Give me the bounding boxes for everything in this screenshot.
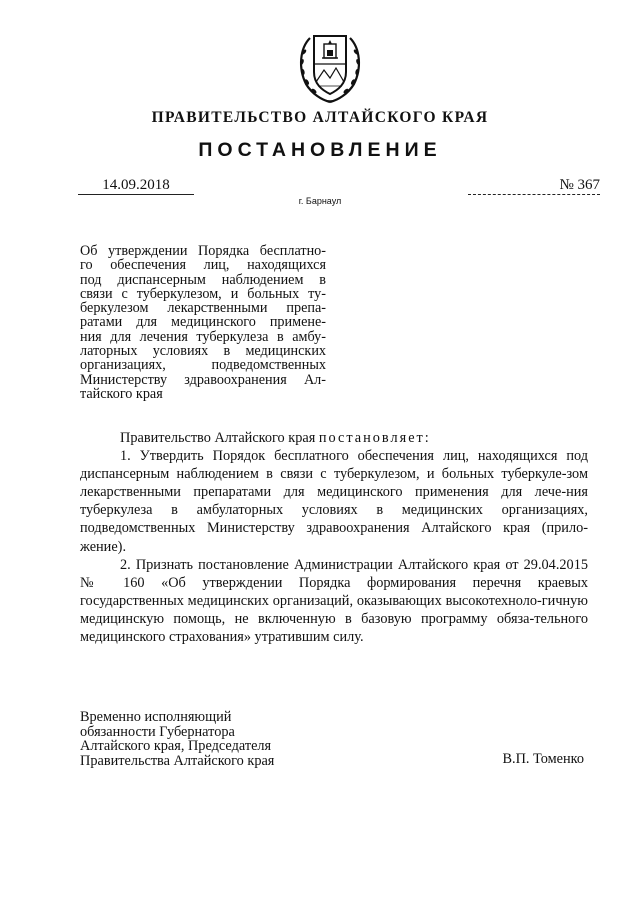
subject-line: организациях, подведомственных bbox=[80, 357, 326, 374]
subject-line: беркулезом лекарственными препа- bbox=[80, 300, 326, 317]
subject-line: связи с туберкулезом, и больных ту- bbox=[80, 285, 326, 302]
document-subject bbox=[80, 244, 326, 401]
signatory-position-line: обязанности Губернатора bbox=[80, 723, 235, 740]
subject-line: Об утверждении Порядка бесплатно- bbox=[80, 243, 326, 259]
document-body bbox=[80, 429, 588, 646]
document-number: № 367 bbox=[468, 176, 600, 195]
government-title: ПРАВИТЕЛЬСТВО АЛТАЙСКОГО КРАЯ bbox=[151, 109, 489, 126]
resolution-item-2: 2. Признать постановление Администрации Алтайского края от 29.04.2015 № 160 «Об утверждении Порядка формирования перечня краевых государственных медицинских организаций, оказывающих высокотехноло-гичную медицинскую помощь, не включенную в базовую программу обяза-тельного медицинского страхования» утратившим силу. bbox=[80, 556, 588, 646]
subject-line: под диспансерным наблюдением в bbox=[80, 271, 326, 288]
subject-line: тайского края bbox=[80, 385, 163, 402]
signatory-position-line: Алтайского края, Председателя bbox=[80, 738, 272, 754]
subject-line: ния для лечения туберкулеза в амбу- bbox=[80, 328, 326, 345]
document-date: 14.09.2018 bbox=[78, 176, 194, 195]
subject-line: латорных условиях в медицинских bbox=[80, 343, 326, 360]
resolution-intro bbox=[80, 429, 588, 447]
signatory-position-line: Временно исполняющий bbox=[80, 709, 232, 725]
subject-line: го обеспечения лиц, находящихся bbox=[80, 257, 326, 274]
intro-keyword: постановляет: bbox=[318, 430, 431, 446]
subject-line: ратами для медицинского примене- bbox=[80, 314, 326, 331]
intro-text: Правительство Алтайского края bbox=[120, 430, 319, 446]
signatory-position bbox=[80, 710, 360, 768]
signatory-name: В.П. Томенко bbox=[502, 751, 584, 767]
document-type-title: ПОСТАНОВЛЕНИЕ bbox=[198, 139, 442, 161]
signatory-position-line: Правительства Алтайского края bbox=[80, 752, 275, 769]
resolution-item-1: 1. Утвердить Порядок бесплатного обеспечения лиц, находящихся под диспансерным наблюдением в связи с туберкулезом, и больных туберкуле-зом лекарственными препаратами для медицинского применения для лече-ния туберкулеза в амбулаторных условиях в медицинских организациях, подведомственных Министерству здравоохранения Алтайского края (прило-жение). bbox=[80, 448, 588, 555]
coat-of-arms-icon bbox=[296, 26, 364, 106]
document-city: г. Барнаул bbox=[298, 196, 342, 206]
subject-line: Министерству здравоохранения Ал- bbox=[80, 371, 326, 388]
